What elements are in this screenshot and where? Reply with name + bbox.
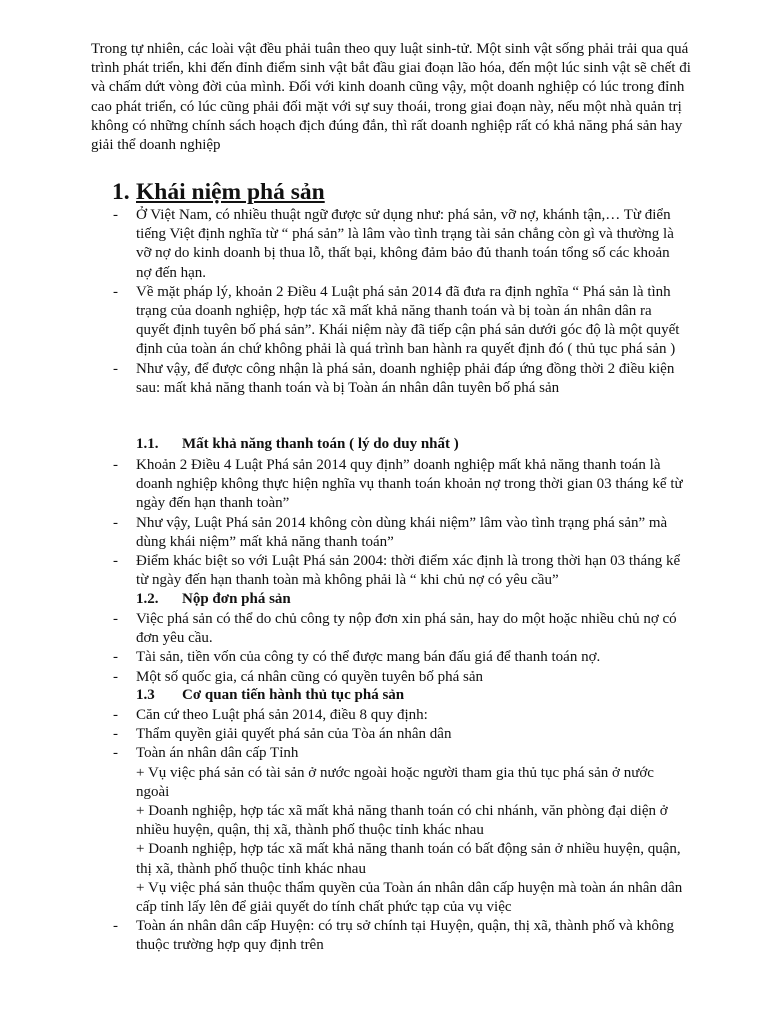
section-1-3-heading [136,686,404,705]
heading-khai-niem-pha-san [112,178,325,206]
list-item [113,744,683,917]
heading-number: 1. [112,179,130,205]
section-title: Mất khả năng thanh toán ( lý do duy nhất ) [182,436,459,452]
section-number: 1.1. [136,436,159,452]
authority-list [113,706,683,956]
section-title: Cơ quan tiến hành thủ tục phá sản [182,687,405,703]
concept-list [113,206,683,398]
list-item: - Như vậy, Luật Phá sản 2014 không còn dùng khái niệm” lâm vào tình trạng phá sản” mà dùng khái niệm” mất khả năng thanh toán” [113,514,683,552]
sub-item: + Doanh nghiệp, hợp tác xã mất khả năng thanh toán có chi nhánh, văn phòng đại diện ở nhiều huyện, quận, thị xã, thành phố thuộc tỉnh khác nhau [136,803,668,839]
insolvency-list [113,456,683,590]
sub-item: + Vụ việc phá sản thuộc thẩm quyền của Toàn án nhân dân cấp huyện mà toàn án nhân dân cấp tỉnh lấy lên để giải quyết do tính chất phức tạp của vụ việc [136,879,683,916]
list-item-label: Toàn án nhân dân cấp Tỉnh [136,745,299,762]
intro-paragraph: Trong tự nhiên, các loài vật đều phải tuân theo quy luật sinh-tử. Một sinh vật sống phải trải qua quá trình phát triển, khi đến đỉnh điểm sinh vật bắt đầu giai đoạn lão hóa, đến một lúc sinh vật sẽ chết đi và chấm dứt vòng đời của mình. Đối với kinh doanh cũng vậy, một doanh nghiệp có lúc trong đỉnh cao phát triển, có lúc cũng phải đối mặt với sự suy thoái, trong giai đoạn này, nếu một nhà quản trị không có những chính sách hoạch địch đúng đắn, thì rất doanh nghiệp rất có khả năng phá sản hay giải thể doanh nghiệp [91,41,691,154]
list-item: - Như vậy, để được công nhận là phá sản, doanh nghiệp phải đáp ứng đồng thời 2 điều kiện sau: mất khả năng thanh toán và bị Toàn án nhân dân tuyên bố phá sản [113,360,683,398]
list-item: - Toàn án nhân dân cấp Huyện: có trụ sở chính tại Huyện, quận, thị xã, thành phố và không thuộc trường hợp quy định trên [113,917,683,955]
section-number: 1.3 [136,687,155,703]
section-1-1-heading [136,435,459,454]
section-number: 1.2. [136,591,159,607]
list-item: - Khoản 2 Điều 4 Luật Phá sản 2014 quy định” doanh nghiệp mất khả năng thanh toán là doanh nghiệp không thực hiện nghĩa vụ thanh toán khoản nợ trong thời gian 03 tháng kể từ ngày đến hạn thanh toàn” [113,456,683,514]
list-item: - Ở Việt Nam, có nhiều thuật ngữ được sử dụng như: phá sản, vỡ nợ, khánh tận,… Từ điển tiếng Việt định nghĩa từ “ phá sản” là lâm vào tình trạng tài sản chẳng còn gì và thường là vỡ nợ do kinh doanh bị thua lỗ, thất bại, không đảm bảo đủ thanh toán tổng số các khoản nợ đến hạn. [113,206,683,283]
sub-item: + Doanh nghiệp, hợp tác xã mất khả năng thanh toán có bất động sản ở nhiều huyện, quận, thị xã, thành phố thuộc tỉnh khác nhau [136,841,681,877]
section-1-2-heading [136,590,291,609]
heading-text: Khái niệm phá sản [136,179,325,205]
list-item: - Về mặt pháp lý, khoản 2 Điều 4 Luật phá sản 2014 đã đưa ra định nghĩa “ Phá sản là tình trạng của doanh nghiệp, hợp tác xã mất khả năng thanh toán và bị toàn án nhân dân ra quyết định tuyên bố phá sản”. Khái niệm này đã tiếp cận phá sản dưới góc độ là một quyết định của toàn án chứ không phải là quá trình ban hành ra quyết định đó ( thủ tục phá sản ) [113,283,683,360]
list-item: - Việc phá sản có thể do chủ công ty nộp đơn xin phá sản, hay do một hoặc nhiều chủ nợ có đơn yêu cầu. [113,610,683,648]
list-item: - Tài sản, tiền vốn của công ty có thể được mang bán đấu giá để thanh toán nợ. [113,648,683,667]
section-title: Nộp đơn phá sản [182,591,291,607]
list-item: - Thẩm quyền giải quyết phá sản của Tòa án nhân dân [113,725,683,744]
filing-list [113,610,683,687]
list-item: - Một số quốc gia, cá nhân cũng có quyền tuyên bố phá sản [113,668,683,687]
list-item: - Điểm khác biệt so với Luật Phá sản 2004: thời điểm xác định là trong thời hạn 03 tháng kể từ ngày đến hạn thanh toàn mà không phải là “ khi chủ nợ có yêu cầu” [113,552,683,590]
list-item: - Căn cứ theo Luật phá sản 2014, điều 8 quy định: [113,706,683,725]
sub-item: + Vụ việc phá sản có tài sản ở nước ngoài hoặc người tham gia thủ tục phá sản ở nước ngoài [136,764,654,800]
